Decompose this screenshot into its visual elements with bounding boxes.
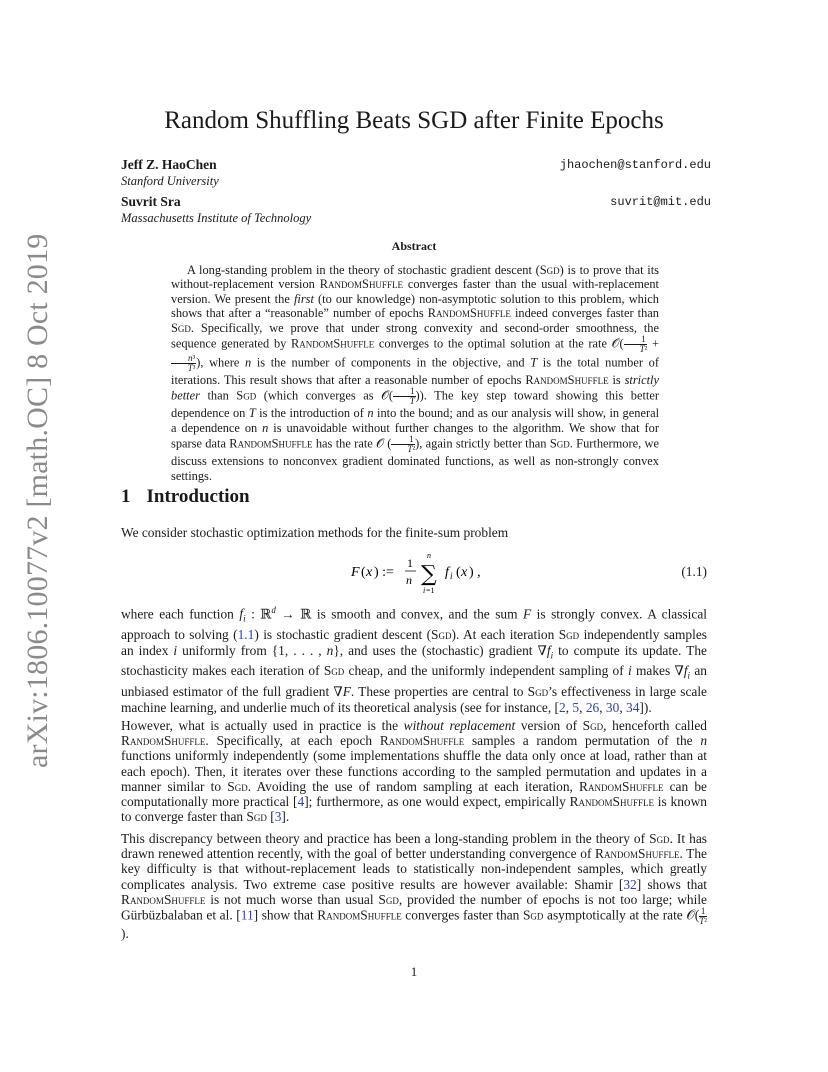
section-title: Introduction [146,486,250,507]
svg-text:f: f [445,565,449,580]
author-name: Suvrit Sra [121,194,181,209]
svg-text:∑: ∑ [421,562,437,587]
page-number: 1 [410,964,418,979]
author-email[interactable]: suvrit@mit.edu [610,195,711,209]
svg-text:(: ( [361,565,366,580]
svg-text:) ,: ) , [469,565,481,580]
paper-title: Random Shuffling Beats SGD after Finite Epochs [164,107,664,134]
svg-text:i: i [450,571,453,581]
equation-label: (1.1) [681,564,707,579]
svg-text:x: x [366,565,373,580]
svg-text:n: n [427,552,431,560]
author-email[interactable]: jhaochen@stanford.edu [559,158,711,172]
author-block-2 [121,194,711,226]
svg-text:n: n [406,573,412,587]
equation-1-1 [121,552,707,596]
abstract-body: A long-standing problem in the theory of stochastic gradient descent (Sgd) is to prove that its without-replacement version RandomShuffle converges faster than the usual with-replacement version. We present the first (to our knowledge) non-asymptotic solution to this problem, which shows that after a “reasonable” number of epochs RandomShuffle indeed converges faster than Sgd. Specifically, we prove that under strong convexity and second-order smoothness, the sequence generated by RandomShuffle converges to the optimal solution at the rate 𝒪( $\frac{1}{\text{T²}}$ + $\frac{\text{n³}}{\text{T³}}$ ), where n is the number of components in the objective, and T is the total number of iterations. This result shows that after a reasonable number of epochs RandomShuffle is strictly better than Sgd (which converges as 𝒪( $\frac{1}{T}$ )). The key step toward showing this better dependence on T is the introduction of n into the bound; and as our analysis will show, in general a dependence on n is unavoidable without further changes to the algorithm. We show that for sparse data RandomShuffle has the rate 𝒪 ( $\frac{1}{\text{T²}}$ ), again strictly better than Sgd. Furthermore, we discuss extensions to nonconvex gradient dominated functions, as well as non-strongly convex settings. [171,263,660,483]
svg-text:) :=: ) := [374,565,394,580]
author-block-1 [121,157,711,189]
svg-text:i: i [423,586,426,595]
body-paragraph-2: However, what is actually used in practice is the without replacement version of Sgd, henceforth called RandomShuffle. Specifically, at each epoch RandomShuffle samples a random permutation of the n functions uniformly independently (some implementations shuffle the data only once at load, rather than at each epoch). Then, it iterates over these functions according to the sampled permutation and updates in a manner similar to Sgd. Avoiding the use of random sampling at each iteration, RandomShuffle can be computationally more practical [4]; furthermore, as one would expect, empirically RandomShuffle is known to converge faster than Sgd [3]. [121,718,708,825]
author-name: Jeff Z. HaoChen [121,157,217,172]
section-number: 1 [121,486,131,507]
finite-sum-equation [351,552,611,596]
body-paragraph-3: This discrepancy between theory and practice has been a long-standing problem in the theory of Sgd. It has drawn renewed attention recently, with the goal of better understanding convergence of RandomShuffle. The key difficulty is that without-replacement leads to statistically non-independent samples, which greatly complicates analysis. Two extreme case positive results are however available: Shamir [32] shows that RandomShuffle is not much worse than usual Sgd, provided the number of epochs is not too large; while Gürbüzbalaban et al. [11] show that RandomShuffle converges faster than Sgd asymptotically at the rate 𝒪( $\frac{1}{\text{T²}}$ ). [121,831,708,942]
intro-sentence: We consider stochastic optimization methods for the finite-sum problem [121,525,509,540]
arxiv-stamp-text: arXiv:1806.10077v2 [math.OC] 8 Oct 2019 [21,233,54,768]
author-affiliation: Massachusetts Institute of Technology [121,211,312,225]
abstract-heading: Abstract [391,239,437,253]
svg-text:1: 1 [407,556,413,570]
author-affiliation: Stanford University [121,174,219,188]
svg-text:=1: =1 [426,586,435,595]
svg-text:(: ( [456,565,461,580]
body-paragraph-1: where each function $f_i$ : ℝ$^d$ → ℝ is smooth and convex, and the sum F is strongly convex. A classical approach to solving (1.1) is stochastic gradient descent (Sgd). At each iteration Sgd independently samples an index i uniformly from {1, . . . , n}, and uses the (stochastic) gradient $\nabla f_i$ to compute its update. The stochasticity makes each iteration of Sgd cheap, and the uniformly independent sampling of i makes $\nabla f_i$ an unbiased estimator of the full gradient ∇F. These properties are central to Sgd’s effectiveness in large scale machine learning, and underlie much of its theoretical analysis (see for instance, [2, 5, 26, 30, 34]). [121,605,707,715]
svg-text:x: x [461,565,468,580]
section-heading [121,485,250,509]
arxiv-stamp [18,233,58,768]
svg-text:F: F [351,565,360,580]
